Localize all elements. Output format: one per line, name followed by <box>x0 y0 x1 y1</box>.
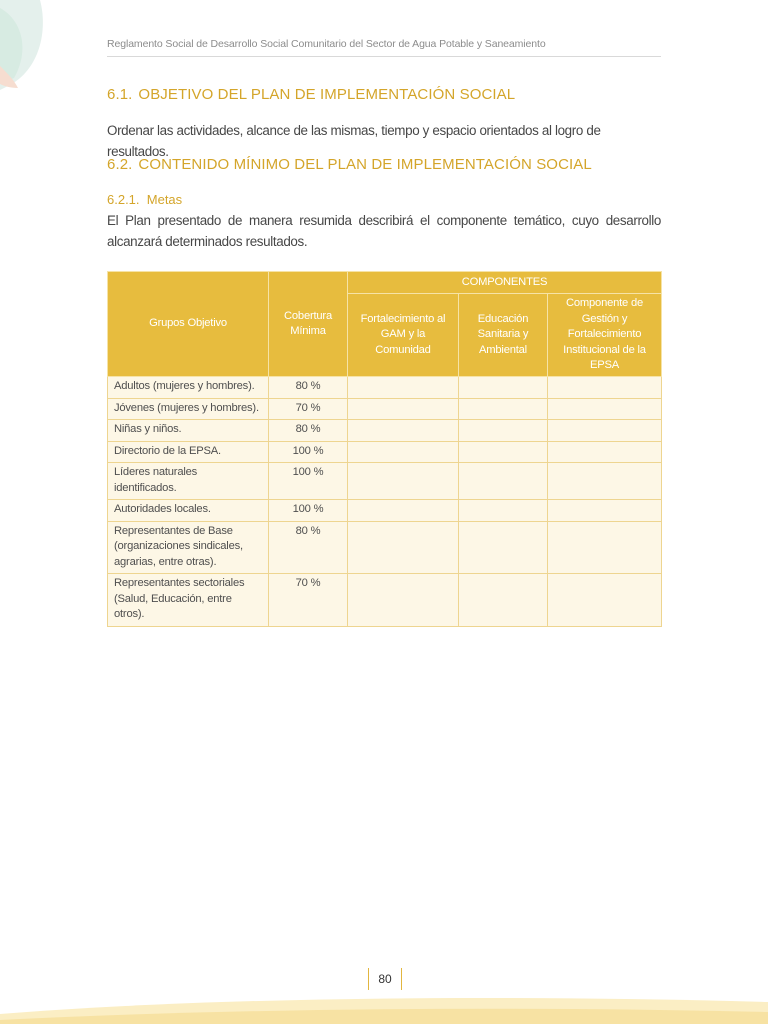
table-row <box>108 463 662 500</box>
coverage-cell: 70 % <box>269 398 348 420</box>
empty-cell <box>548 500 662 522</box>
corner-leaf-decoration <box>0 0 60 100</box>
empty-cell <box>348 398 459 420</box>
empty-cell <box>348 420 459 442</box>
empty-cell <box>548 420 662 442</box>
section-6-2-1-body: El Plan presentado de manera resumida describirá el componente temático, cuyo desarrollo alcanzará determinados resultados. <box>107 213 661 249</box>
section-6-2-1-number: 6.2.1. <box>107 192 140 207</box>
coverage-cell: 80 % <box>269 377 348 399</box>
table-row <box>108 377 662 399</box>
coverage-cell: 70 % <box>269 574 348 627</box>
header-groups: Grupos Objetivo <box>108 272 269 377</box>
empty-cell <box>548 441 662 463</box>
empty-cell <box>459 441 548 463</box>
section-6-1-title: OBJETIVO DEL PLAN DE IMPLEMENTACIÓN SOCIAL <box>138 86 516 103</box>
header-component-management: Componente de Gestión y Fortalecimiento Institucional de la EPSA <box>548 294 662 377</box>
empty-cell <box>548 574 662 627</box>
empty-cell <box>548 521 662 574</box>
table-row <box>108 521 662 574</box>
table-row <box>108 500 662 522</box>
coverage-cell: 100 % <box>269 463 348 500</box>
group-cell: Jóvenes (mujeres y hombres). <box>108 398 269 420</box>
group-cell: Directorio de la EPSA. <box>108 441 269 463</box>
group-cell: Niñas y niños. <box>108 420 269 442</box>
empty-cell <box>348 574 459 627</box>
bottom-wave-decoration <box>0 990 768 1024</box>
running-header: Reglamento Social de Desarrollo Social Comunitario del Sector de Agua Potable y Saneamiento <box>107 38 661 57</box>
coverage-cell: 100 % <box>269 500 348 522</box>
group-cell: Representantes sectoriales (Salud, Educación, entre otros). <box>108 574 269 627</box>
section-6-1-heading <box>107 86 515 103</box>
section-6-2-number: 6.2. <box>107 156 133 173</box>
section-6-2-heading <box>107 156 592 173</box>
group-cell: Líderes naturales identificados. <box>108 463 269 500</box>
header-components: COMPONENTES <box>348 272 662 294</box>
group-cell: Autoridades locales. <box>108 500 269 522</box>
table-row <box>108 398 662 420</box>
coverage-cell: 80 % <box>269 521 348 574</box>
empty-cell <box>548 398 662 420</box>
section-6-2-1-title: Metas <box>146 192 183 207</box>
goals-table <box>107 271 662 627</box>
empty-cell <box>459 377 548 399</box>
empty-cell <box>348 500 459 522</box>
coverage-cell: 100 % <box>269 441 348 463</box>
empty-cell <box>459 398 548 420</box>
header-component-education: Educación Sanitaria y Ambiental <box>459 294 548 377</box>
empty-cell <box>459 574 548 627</box>
section-6-2-1-heading <box>107 192 182 207</box>
table-row <box>108 574 662 627</box>
empty-cell <box>459 463 548 500</box>
group-cell: Representantes de Base (organizaciones sindicales, agrarias, entre otras). <box>108 521 269 574</box>
coverage-cell: 80 % <box>269 420 348 442</box>
empty-cell <box>348 377 459 399</box>
empty-cell <box>459 420 548 442</box>
page-number: 80 <box>368 968 402 990</box>
header-component-gam: Fortalecimiento al GAM y la Comunidad <box>348 294 459 377</box>
group-cell: Adultos (mujeres y hombres). <box>108 377 269 399</box>
table-row <box>108 441 662 463</box>
empty-cell <box>348 521 459 574</box>
section-6-1-number: 6.1. <box>107 86 133 103</box>
empty-cell <box>548 377 662 399</box>
empty-cell <box>459 500 548 522</box>
empty-cell <box>348 463 459 500</box>
table-row <box>108 420 662 442</box>
empty-cell <box>459 521 548 574</box>
section-6-2-title: CONTENIDO MÍNIMO DEL PLAN DE IMPLEMENTACIÓN SOCIAL <box>138 156 592 173</box>
empty-cell <box>548 463 662 500</box>
section-6-1-body: Ordenar las actividades, alcance de las mismas, tiempo y espacio orientados al logro de resultados. <box>107 123 601 159</box>
header-coverage: Cobertura Mínima <box>269 272 348 377</box>
empty-cell <box>348 441 459 463</box>
